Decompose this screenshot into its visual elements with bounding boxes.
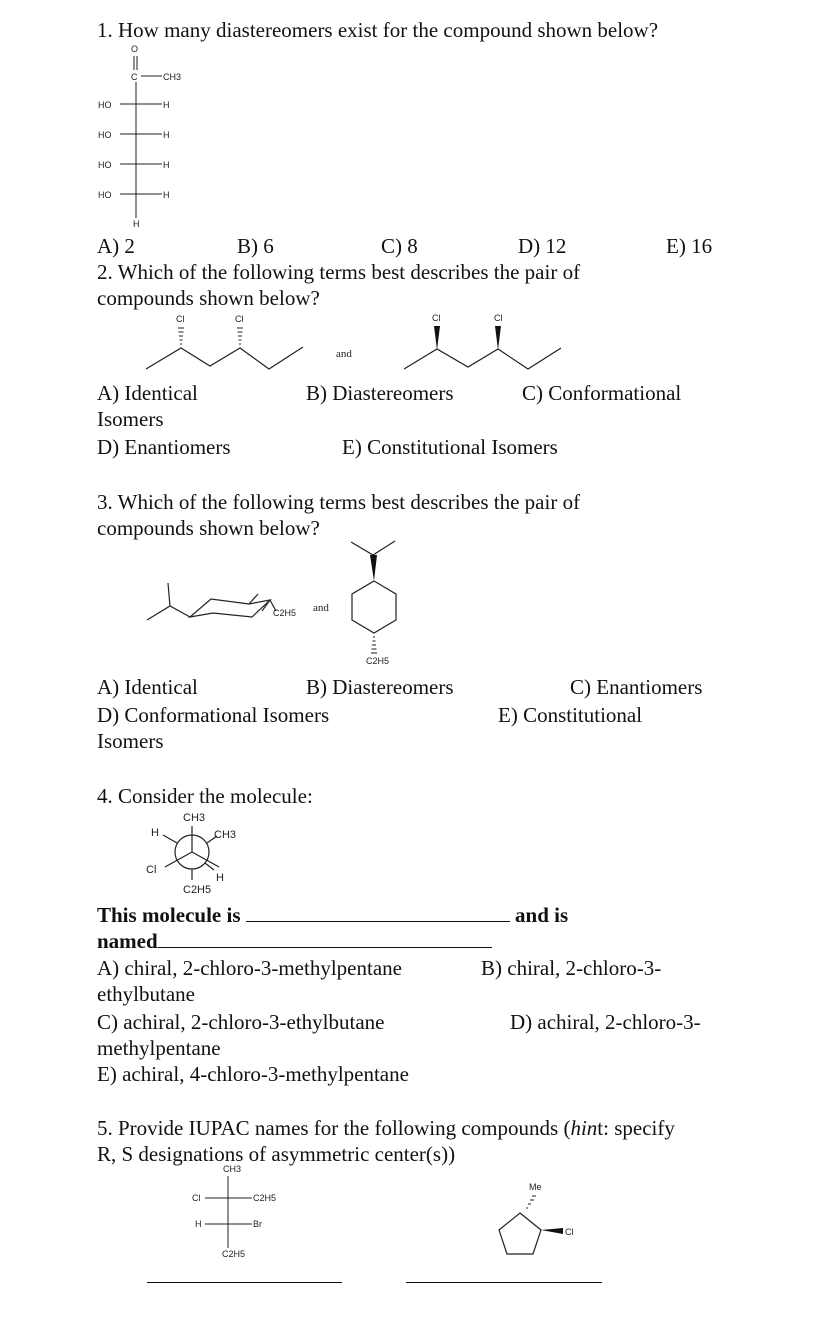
ring-me: Me	[529, 1182, 542, 1192]
q4-option-b[interactable]: B) chiral, 2-chloro-3-	[481, 956, 662, 980]
q2-option-d[interactable]: D) Enantiomers	[97, 435, 231, 459]
q4-stmt-c: named	[97, 929, 158, 953]
ho-label-1: HO	[98, 100, 112, 110]
q3-and: and	[313, 602, 329, 614]
q4-option-e[interactable]: E) achiral, 4-chloro-3-methylpentane	[97, 1062, 409, 1086]
newman-c2h5: C2H5	[183, 884, 212, 896]
fischer-br: Br	[253, 1219, 262, 1229]
q2-cl-label-4: Cl	[494, 313, 503, 323]
q5-prompt-hint: hin	[570, 1116, 598, 1140]
q3-prompt-line1: 3. Which of the following terms best describes the pair of	[97, 490, 581, 514]
q5-answer-line-1[interactable]	[147, 1282, 342, 1283]
q2-cl-label-1: Cl	[176, 314, 185, 324]
q5-prompt-line2: R, S designations of asymmetric center(s))	[97, 1142, 456, 1166]
q3-option-e[interactable]: E) Constitutional	[498, 703, 643, 727]
q2-option-c-cont: Isomers	[97, 407, 164, 431]
q4-stmt-a: This molecule is	[97, 903, 241, 927]
q5-prompt-a: 5. Provide IUPAC names for the following compounds (	[97, 1116, 571, 1140]
q4-stmt-b: and is	[515, 903, 569, 927]
q4-option-a[interactable]: A) chiral, 2-chloro-3-methylpentane	[97, 956, 402, 980]
q1-option-b[interactable]: B) 6	[237, 234, 274, 258]
ho-label-3: HO	[98, 160, 112, 170]
newman-cl: Cl	[146, 864, 157, 876]
q3-c2h5-label-1: C2H5	[273, 608, 297, 618]
q5-prompt-b: t: specify	[597, 1116, 675, 1140]
newman-ch3-top: CH3	[183, 812, 206, 824]
q3-option-b[interactable]: B) Diastereomers	[306, 675, 454, 699]
q5-cyclopentane	[499, 1213, 541, 1254]
q5-answer-line-2[interactable]	[406, 1282, 602, 1283]
fischer-h: H	[195, 1219, 202, 1229]
q1-option-e[interactable]: E) 16	[666, 234, 713, 258]
h-label-1: H	[163, 100, 170, 110]
q2-option-e[interactable]: E) Constitutional Isomers	[342, 435, 558, 459]
q1-option-c[interactable]: C) 8	[381, 234, 418, 258]
q2-option-c[interactable]: C) Conformational	[522, 381, 682, 405]
h-label-3: H	[163, 160, 170, 170]
fischer-cl: Cl	[192, 1193, 201, 1203]
carbon-label: C	[131, 72, 138, 82]
q2-option-b[interactable]: B) Diastereomers	[306, 381, 454, 405]
q1-prompt: 1. How many diastereomers exist for the compound shown below?	[97, 18, 659, 42]
newman-ch3-right: CH3	[214, 829, 237, 841]
q1-option-a[interactable]: A) 2	[97, 234, 135, 258]
q3-prompt-line2: compounds shown below?	[97, 516, 320, 540]
newman-h-left: H	[151, 827, 159, 839]
q3-option-d[interactable]: D) Conformational Isomers	[97, 703, 330, 727]
q4-option-d[interactable]: D) achiral, 2-chloro-3-	[510, 1010, 701, 1034]
ch3-label: CH3	[163, 72, 182, 82]
q4-option-d-cont: methylpentane	[97, 1036, 221, 1060]
ring-cl: Cl	[565, 1227, 574, 1237]
h-label-4: H	[163, 190, 170, 200]
q5-solid-wedge-cl	[541, 1228, 563, 1234]
q5-hashed-wedge-me	[526, 1196, 536, 1208]
fischer-ch3: CH3	[223, 1164, 242, 1174]
newman-h-right: H	[216, 872, 224, 884]
fischer-c2h5-bottom: C2H5	[222, 1249, 246, 1259]
q4-prompt: 4. Consider the molecule:	[97, 784, 313, 808]
q2-cl-label-2: Cl	[235, 314, 244, 324]
q1-option-d[interactable]: D) 12	[518, 234, 567, 258]
h-label-bottom: H	[133, 219, 140, 229]
h-label-2: H	[163, 130, 170, 140]
q3-option-e-cont: Isomers	[97, 729, 164, 753]
ho-label-4: HO	[98, 190, 112, 200]
q2-prompt-line2: compounds shown below?	[97, 286, 320, 310]
ho-label-2: HO	[98, 130, 112, 140]
q3-c2h5-label-2: C2H5	[366, 656, 390, 666]
q2-option-a[interactable]: A) Identical	[97, 381, 198, 405]
q3-option-a[interactable]: A) Identical	[97, 675, 198, 699]
fischer-c2h5-right: C2H5	[253, 1193, 277, 1203]
q2-prompt-line1: 2. Which of the following terms best describes the pair of	[97, 260, 581, 284]
q4-option-c[interactable]: C) achiral, 2-chloro-3-ethylbutane	[97, 1010, 385, 1034]
q3-option-c[interactable]: C) Enantiomers	[570, 675, 703, 699]
q2-cl-label-3: Cl	[432, 313, 441, 323]
oxygen-label: O	[131, 44, 139, 54]
q4-option-b-cont: ethylbutane	[97, 982, 195, 1006]
q2-and: and	[336, 348, 352, 360]
